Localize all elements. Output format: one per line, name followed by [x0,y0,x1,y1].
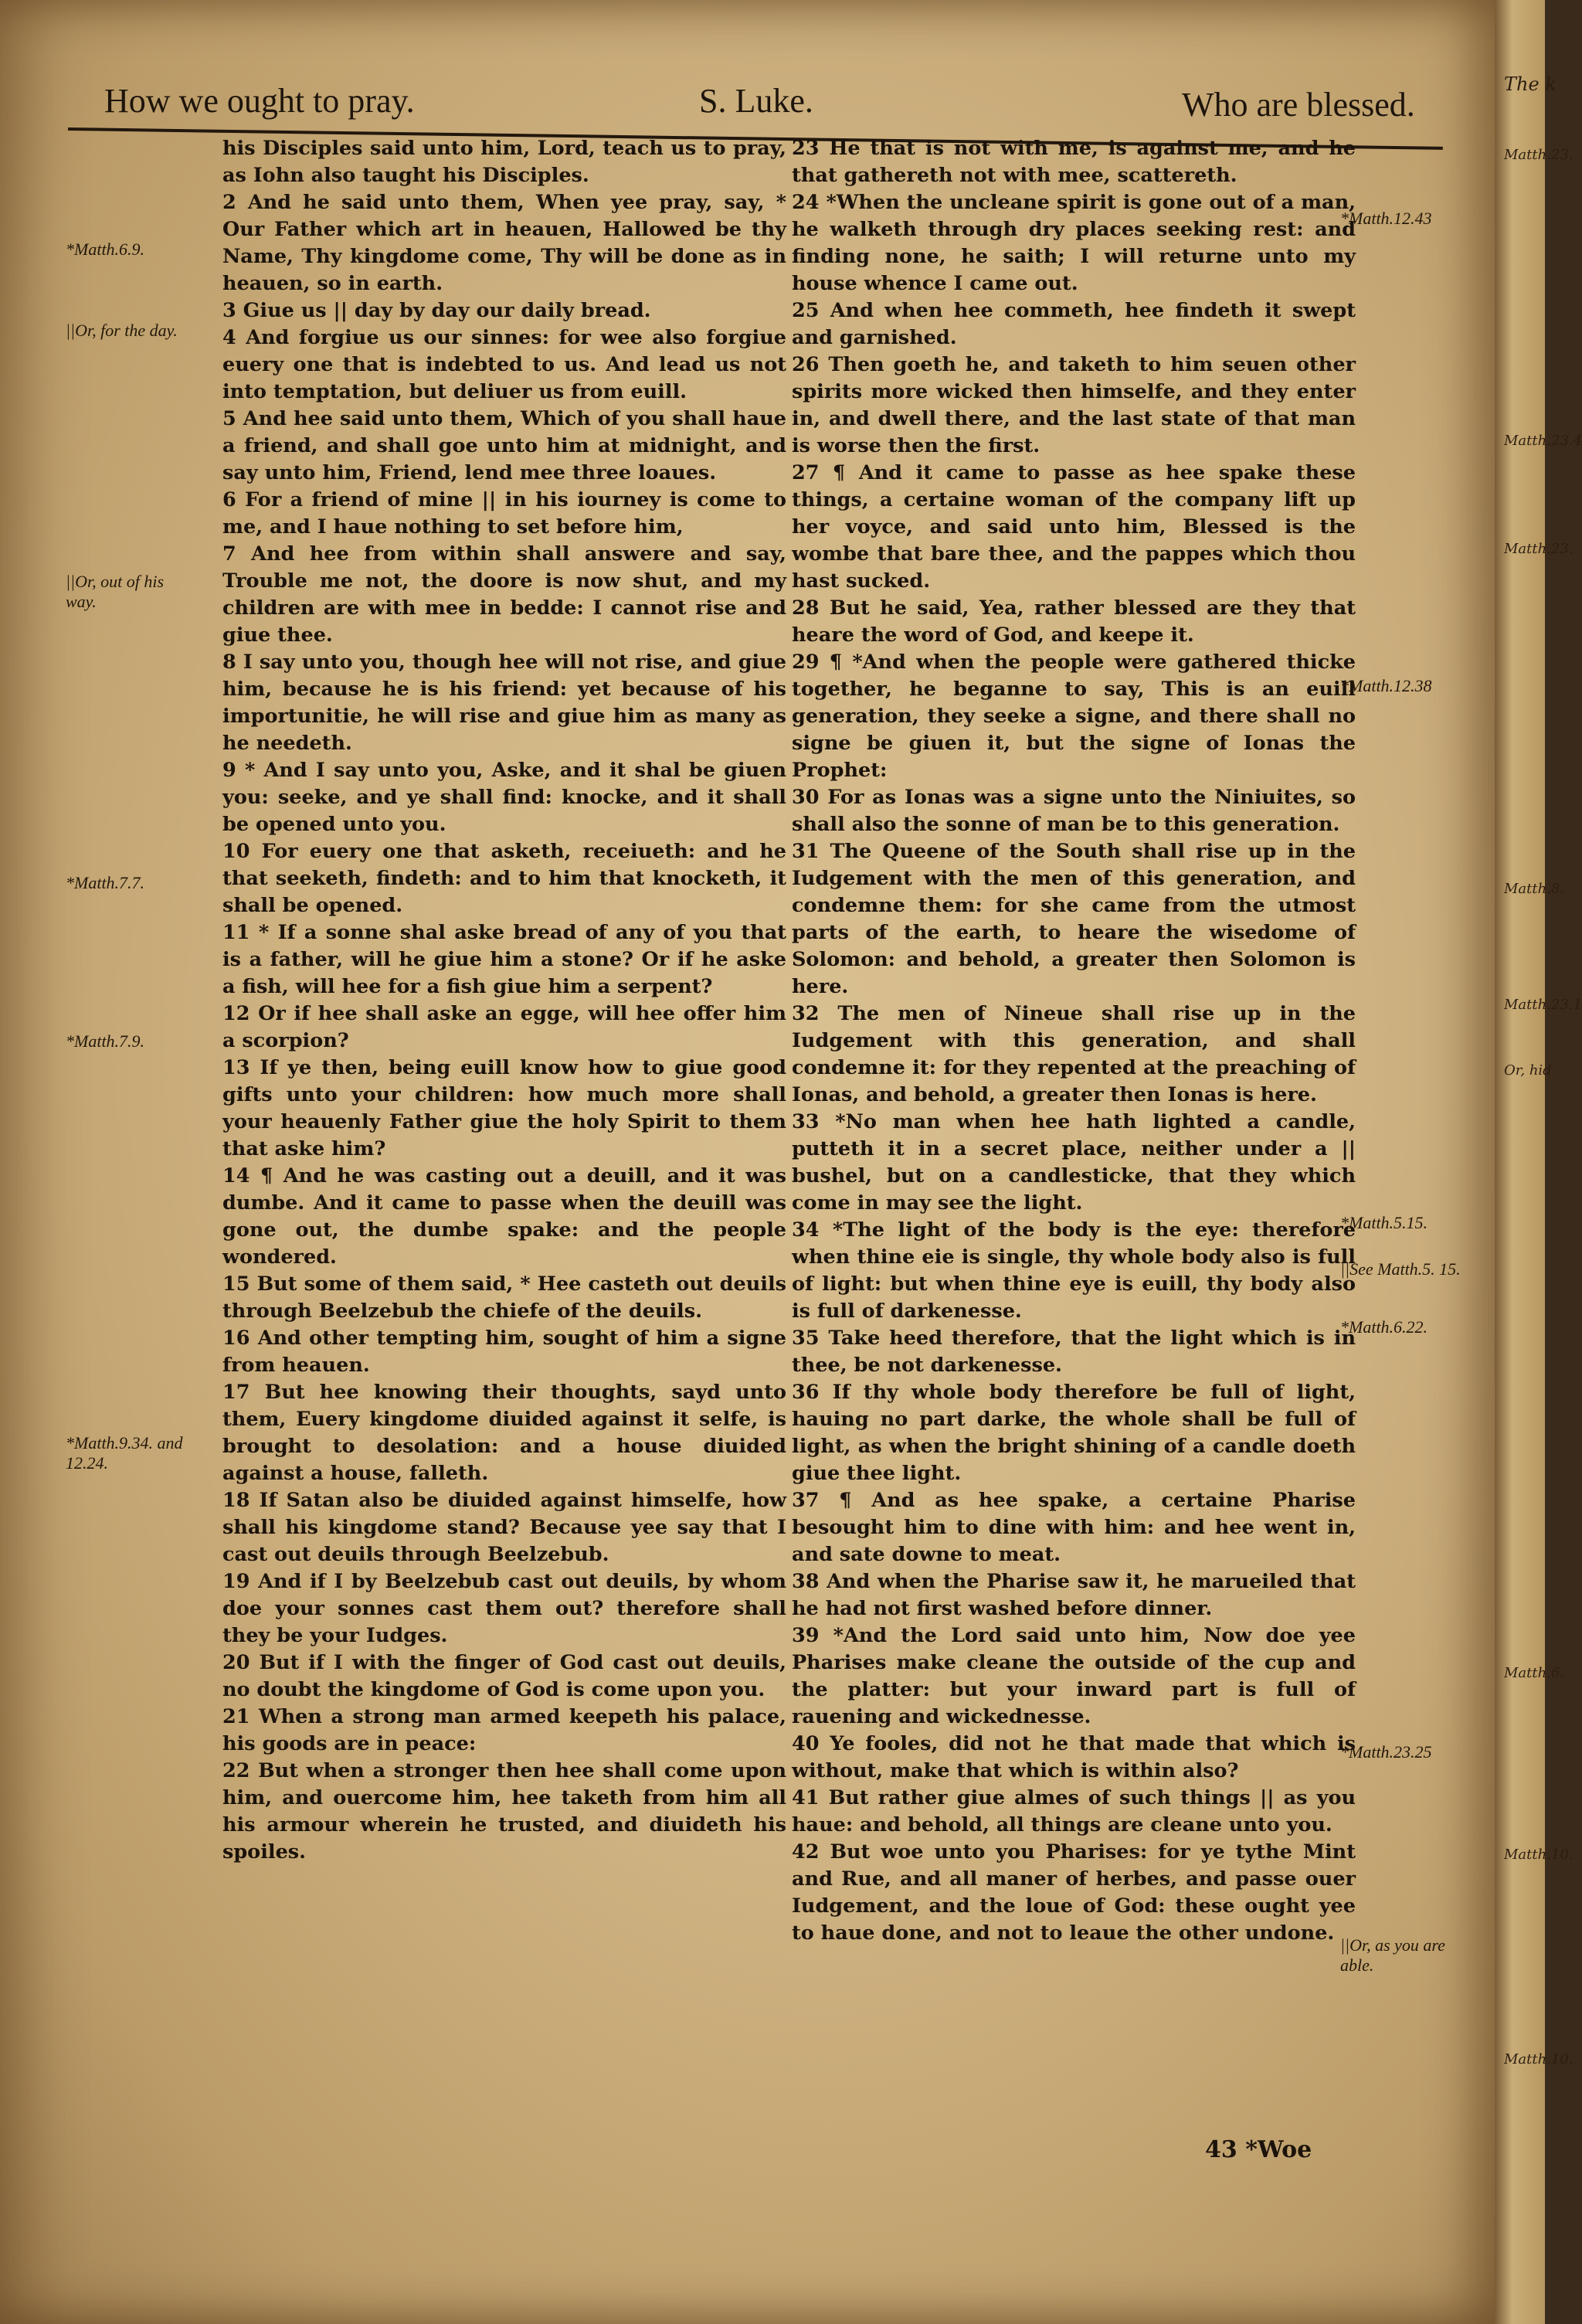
verse-paragraph: 3 Giue us || day by day our daily bread. [222,299,651,322]
verse-paragraph: 36 If thy whole body therefore be full of light, hauing no part darke, the whole shall be full of light, as when the bright shining of a candle doeth giue thee light. [792,1381,1356,1485]
edge-fragment: Matth.10. [1504,2051,1574,2067]
verse-paragraph: 14 ¶ And he was casting out a deuill, and it was dumbe. And it came to passe when the deuill was gone out, the dumbe spake: and the people wondered. [222,1164,786,1269]
verse-paragraph: 9 * And I say unto you, Aske, and it shal be giuen you: seeke, and ye shall find: knocke, and it shall be opened unto you. [222,759,786,836]
verse-paragraph: 13 If ye then, being euill know how to giue good gifts unto your children: how much more shall your heauenly Father giue the holy Spirit to them that aske him? [222,1056,786,1160]
verse-paragraph: 15 But some of them said, * Hee casteth out deuils through Beelzebub the chiefe of the deuils. [222,1272,786,1323]
verse-paragraph: 35 Take heed therefore, that the light which is in thee, be not darkenesse. [792,1327,1356,1377]
left-text-column [222,135,786,1866]
margin-note: *Matth.23.25 [1340,1742,1432,1762]
catchword: 43 *Woe [1205,2136,1312,2163]
verse-paragraph: 18 If Satan also be diuided against himselfe, how shall his kingdome stand? Because yee say that I cast out deuils through Beelzebub. [222,1489,786,1566]
margin-note: *Matth.7.7. [66,873,145,892]
right-text-column [792,135,1356,1947]
verse-paragraph: 12 Or if hee shall aske an egge, will hee offer him a scorpion? [222,1002,786,1052]
verse-paragraph: 16 And other tempting him, sought of him a signe from heauen. [222,1327,786,1377]
verse-paragraph: 42 But woe unto you Pharises: for ye tythe Mint and Rue, and all maner of herbes, and passe ouer Iudgement, and the loue of God: these ought yee to haue done, and not to leaue the other undone. [792,1840,1356,1945]
edge-fragment: Matth.23.1 [1504,997,1582,1013]
running-head-right: Who are blessed. [1182,86,1415,124]
margin-note: ||Or, out of his way. [66,572,165,611]
verse-paragraph: 38 And when the Pharise saw it, he marueiled that he had not first washed before dinner. [792,1570,1356,1620]
edge-fragment: Matth.6. [1504,1665,1565,1681]
verse-paragraph: 41 But rather giue almes of such things || as you haue: and behold, all things are cleane unto you. [792,1786,1356,1836]
verse-paragraph: 34 *The light of the body is the eye: therefore when thine eie is single, thy whole body also is full of light: but when thine eye is euill, thy body also is full of darkenesse. [792,1218,1356,1323]
edge-fragment: Matth.23. [1504,541,1574,557]
running-head-left: How we ought to pray. [104,82,415,120]
margin-note: ||Or, as you are able. [1340,1935,1445,1975]
margin-note: *Matth.9.34. and 12.24. [66,1433,183,1473]
verse-paragraph: 39 *And the Lord said unto him, Now doe yee Pharises make cleane the outside of the cup and the platter: but your inward part is full of rauening and wickednesse. [792,1624,1356,1728]
edge-fragment: Matth.23. [1504,147,1574,163]
verse-paragraph: 20 But if I with the finger of God cast out deuils, no doubt the kingdome of God is come upon you. [222,1651,786,1701]
verse-paragraph: 6 For a friend of mine || in his iourney is come to me, and I haue nothing to set before him, [222,488,786,539]
margin-note: *Matth.5.15. [1340,1213,1428,1232]
verse-paragraph: 27 ¶ And it came to passe as hee spake these things, a certaine woman of the company lift up her voyce, and said unto him, Blessed is the wombe that bare thee, and the pappes which thou hast sucked. [792,461,1356,593]
verse-paragraph: 23 He that is not with me, is against me, and he that gathereth not with mee, scattereth. [792,137,1356,187]
margin-note: *Matth.6.9. [66,240,145,259]
edge-fragment: The k [1504,73,1557,95]
verse-paragraph: 29 ¶ *And when the people were gathered thicke together, he beganne to say, This is an euill generation, they seeke a signe, and there shall no signe be giuen it, but the signe of Ionas the Prophet: [792,651,1356,782]
verse-paragraph: 30 For as Ionas was a signe unto the Niniuites, so shall also the sonne of man be to this generation. [792,786,1356,836]
verse-paragraph: 33 *No man when hee hath lighted a candle, putteth it in a secret place, neither under a || bushel, but on a candlesticke, that they which come in may see the light. [792,1110,1356,1215]
edge-fragment: Matth.8. [1504,881,1565,897]
margin-note: *Matth.12.43 [1340,209,1432,228]
margin-note: ||See Matth.5. 15. [1340,1259,1461,1279]
running-head-center: S. Luke. [699,82,813,120]
verse-paragraph: 5 And hee said unto them, Which of you shall haue a friend, and shall goe unto him at midnight, and say unto him, Friend, lend mee three loaues. [222,407,786,484]
verse-paragraph: 37 ¶ And as hee spake, a certaine Pharise besought him to dine with him: and hee went in, and sate downe to meat. [792,1489,1356,1566]
verse-paragraph: 7 And hee from within shall answere and say, Trouble me not, the doore is now shut, and my children are with mee in bedde: I cannot rise and giue thee. [222,542,786,647]
verse-paragraph: his Disciples said unto him, Lord, teach us to pray, as Iohn also taught his Disciples. [222,137,786,187]
verse-paragraph: 10 For euery one that asketh, receiueth: and he that seeketh, findeth: and to him that knocketh, it shall be opened. [222,840,786,917]
verse-paragraph: 22 But when a stronger then hee shall come upon him, and ouercome him, hee taketh from him all his armour wherein he trusted, and diuideth his spoiles. [222,1759,786,1864]
verse-paragraph: 17 But hee knowing their thoughts, sayd unto them, Euery kingdome diuided against it selfe, is brought to desolation: and a house diuided against a house, falleth. [222,1381,786,1485]
verse-paragraph: 28 But he said, Yea, rather blessed are they that heare the word of God, and keepe it. [792,596,1356,647]
verse-paragraph: 25 And when hee commeth, hee findeth it swept and garnished. [792,299,1356,349]
verse-paragraph: 32 The men of Nineue shall rise up in the Iudgement with this generation, and shall condemne it: for they repented at the preaching of Ionas, and behold, a greater then Ionas is here. [792,1002,1356,1106]
edge-fragment: Matth.10. [1504,1847,1574,1863]
verse-paragraph: 26 Then goeth he, and taketh to him seuen other spirits more wicked then himselfe, and they enter in, and dwell there, and the last state of that man is worse then the first. [792,353,1356,457]
verse-paragraph: 40 Ye fooles, did not he that made that which is without, make that which is within also? [792,1732,1356,1782]
verse-paragraph: 11 * If a sonne shal aske bread of any of you that is a father, will he giue him a stone? Or if he aske a fish, will hee for a fish giue him a serpent? [222,921,786,998]
edge-fragment: Or, hid [1504,1062,1552,1079]
margin-note: *Matth.6.22. [1340,1317,1428,1337]
margin-note: *Matth.7.9. [66,1031,145,1051]
verse-paragraph: 21 When a strong man armed keepeth his palace, his goods are in peace: [222,1705,786,1755]
verse-paragraph: 19 And if I by Beelzebub cast out deuils, by whom doe your sonnes cast them out? therefore shall they be your Iudges. [222,1570,786,1647]
verse-paragraph: 31 The Queene of the South shall rise up in the Iudgement with the men of this generation, and condemne them: for she came from the utmost parts of the earth, to heare the wisedome of Solomon: and behold, a greater then Solomon is here. [792,840,1356,998]
verse-paragraph: 8 I say unto you, though hee will not rise, and giue him, because he is his friend: yet because of his importunitie, he will rise and giue him as many as he needeth. [222,651,786,755]
verse-paragraph: 2 And he said unto them, When yee pray, say, * Our Father which art in heauen, Hallowed be thy Name, Thy kingdome come, Thy will be done as in heauen, so in earth. [222,191,786,295]
adjacent-page-edge [1495,0,1582,2324]
edge-fragment: Matth.23.4 [1504,433,1582,449]
verse-paragraph: 24 *When the uncleane spirit is gone out of a man, he walketh through dry places seeking rest: and finding none, he saith; I will returne unto my house whence I came out. [792,191,1356,295]
verse-paragraph: 4 And forgiue us our sinnes: for wee also forgiue euery one that is indebted to us. And lead us not into temptation, but deliuer us from euill. [222,326,786,403]
margin-note: *Matth.12.38 [1340,676,1432,695]
margin-note: ||Or, for the day. [66,321,178,340]
